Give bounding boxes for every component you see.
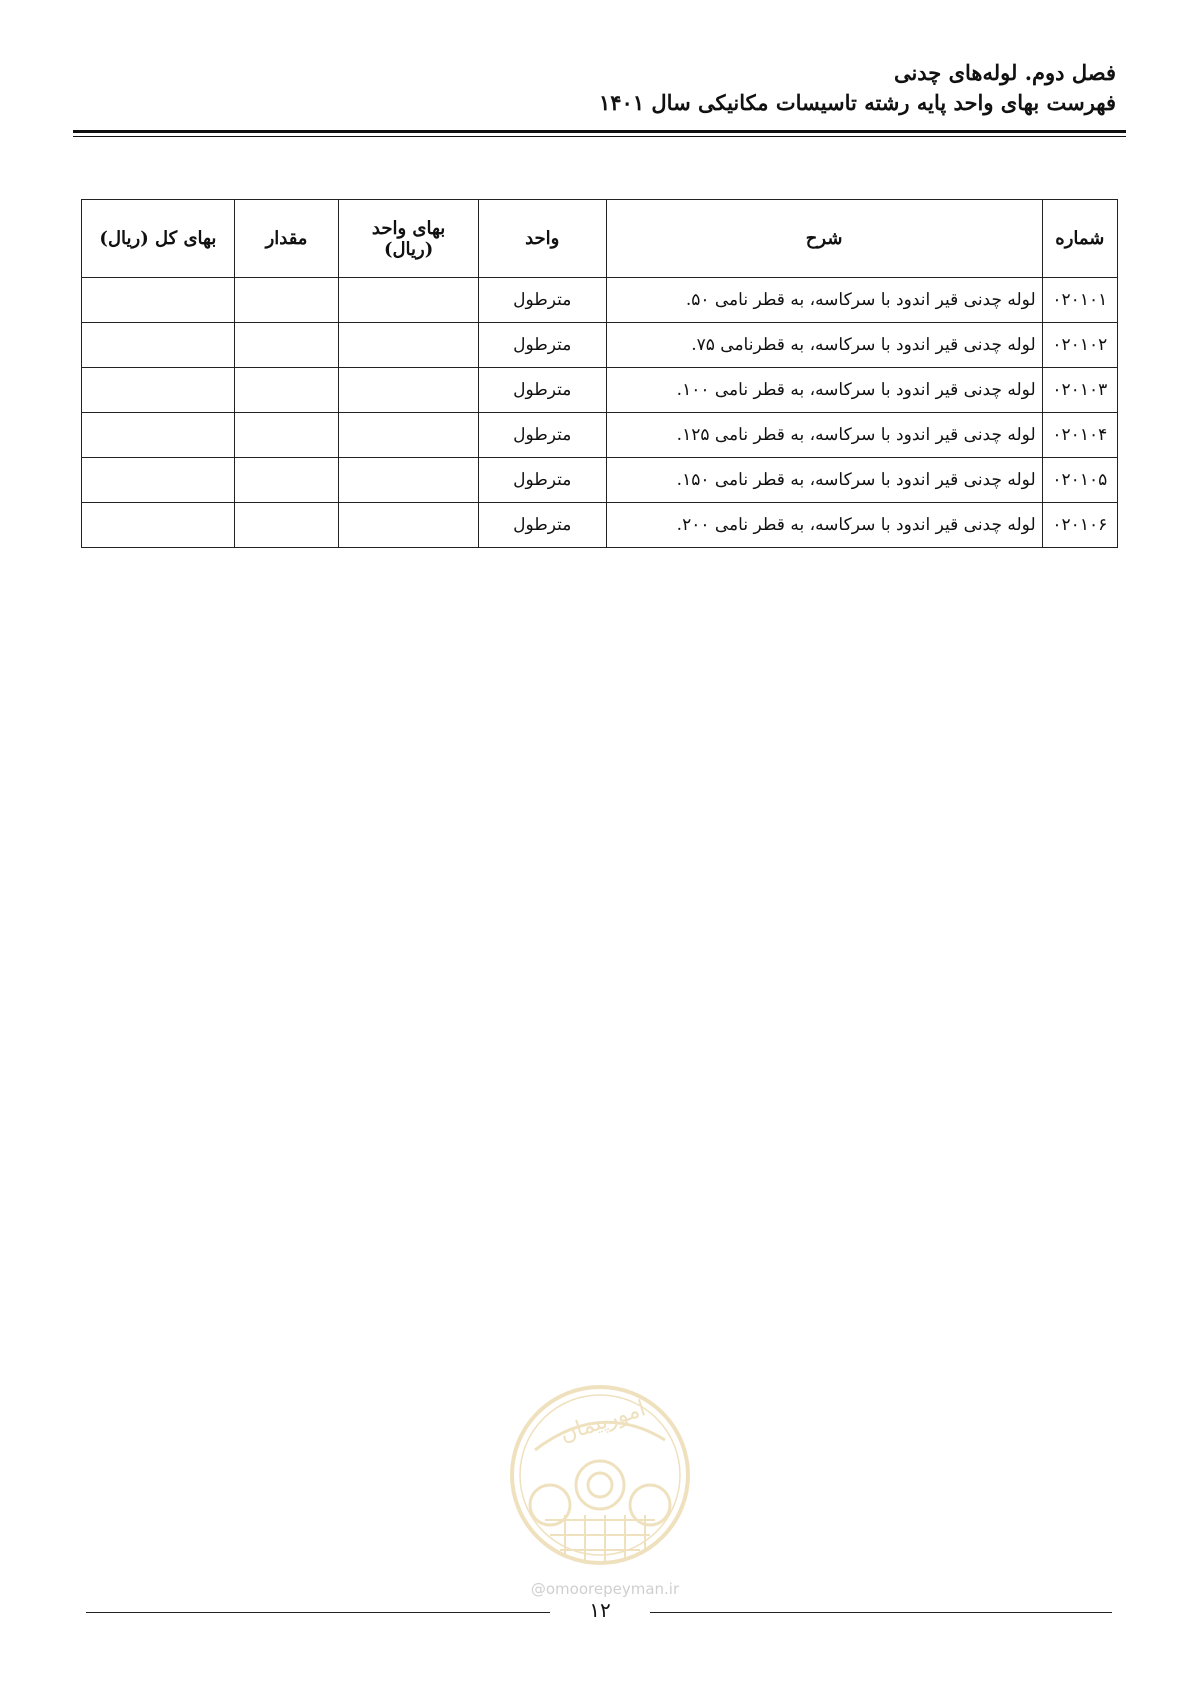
cell-description: لوله چدنی قیر اندود با سرکاسه، به قطرنامی ۷۵. [606,323,1042,368]
cell-unit: مترطول [478,323,606,368]
cell-description: لوله چدنی قیر اندود با سرکاسه، به قطر نامی ۱۰۰. [606,368,1042,413]
cell-unit-price [339,503,479,548]
cell-quantity [234,368,339,413]
cell-description: لوله چدنی قیر اندود با سرکاسه، به قطر نامی ۱۲۵. [606,413,1042,458]
col-header-quantity: مقدار [234,200,339,278]
cell-quantity [234,323,339,368]
col-header-total-price: بهای کل (ریال) [82,200,235,278]
table-row [82,368,1118,413]
header-rule-thin [73,136,1126,137]
page-number: ۱۲ [589,1598,611,1622]
cell-code: ۰۲۰۱۰۳ [1042,368,1117,413]
cell-unit-price [339,368,479,413]
col-header-code: شماره [1042,200,1117,278]
watermark-logo [505,1380,695,1570]
cell-total-price [82,458,235,503]
table-row [82,503,1118,548]
cell-code: ۰۲۰۱۰۶ [1042,503,1117,548]
cell-unit: مترطول [478,458,606,503]
cell-unit-price [339,458,479,503]
cell-unit-price [339,323,479,368]
cell-description: لوله چدنی قیر اندود با سرکاسه، به قطر نامی ۱۵۰. [606,458,1042,503]
chapter-title: فصل دوم. لوله‌های چدنی [893,60,1116,85]
col-header-unit: واحد [478,200,606,278]
cell-total-price [82,278,235,323]
cell-total-price [82,503,235,548]
cell-unit-price [339,413,479,458]
cell-code: ۰۲۰۱۰۱ [1042,278,1117,323]
cell-code: ۰۲۰۱۰۲ [1042,323,1117,368]
cell-unit: مترطول [478,413,606,458]
table-row [82,413,1118,458]
table-row [82,323,1118,368]
footer-rule-right [650,1612,1112,1613]
cell-quantity [234,458,339,503]
cell-code: ۰۲۰۱۰۵ [1042,458,1117,503]
header-rule-thick [73,130,1126,133]
table-row [82,278,1118,323]
price-table [81,199,1118,548]
cell-description: لوله چدنی قیر اندود با سرکاسه، به قطر نامی ۵۰. [606,278,1042,323]
cell-unit-price [339,278,479,323]
cell-code: ۰۲۰۱۰۴ [1042,413,1117,458]
watermark-url: @omoorepeyman.ir [530,1580,680,1598]
watermark-logo-text: امورپیمان [557,1396,649,1448]
cell-quantity [234,503,339,548]
page-header [71,58,1116,118]
cell-total-price [82,368,235,413]
cell-total-price [82,323,235,368]
document-subtitle: فهرست بهای واحد پایه رشته تاسیسات مکانیکی سال ۱۴۰۱ [598,90,1116,115]
col-header-description: شرح [606,200,1042,278]
cell-quantity [234,278,339,323]
cell-quantity [234,413,339,458]
unit-price-label: بهای واحد [371,217,446,239]
col-header-unit-price [339,200,479,278]
unit-price-currency: (ریال) [383,238,434,260]
cell-unit: مترطول [478,368,606,413]
cell-description: لوله چدنی قیر اندود با سرکاسه، به قطر نامی ۲۰۰. [606,503,1042,548]
cell-unit: مترطول [478,278,606,323]
cell-total-price [82,413,235,458]
table-row [82,458,1118,503]
footer-rule-left [86,1612,550,1613]
table-header-row [82,200,1118,278]
cell-unit: مترطول [478,503,606,548]
